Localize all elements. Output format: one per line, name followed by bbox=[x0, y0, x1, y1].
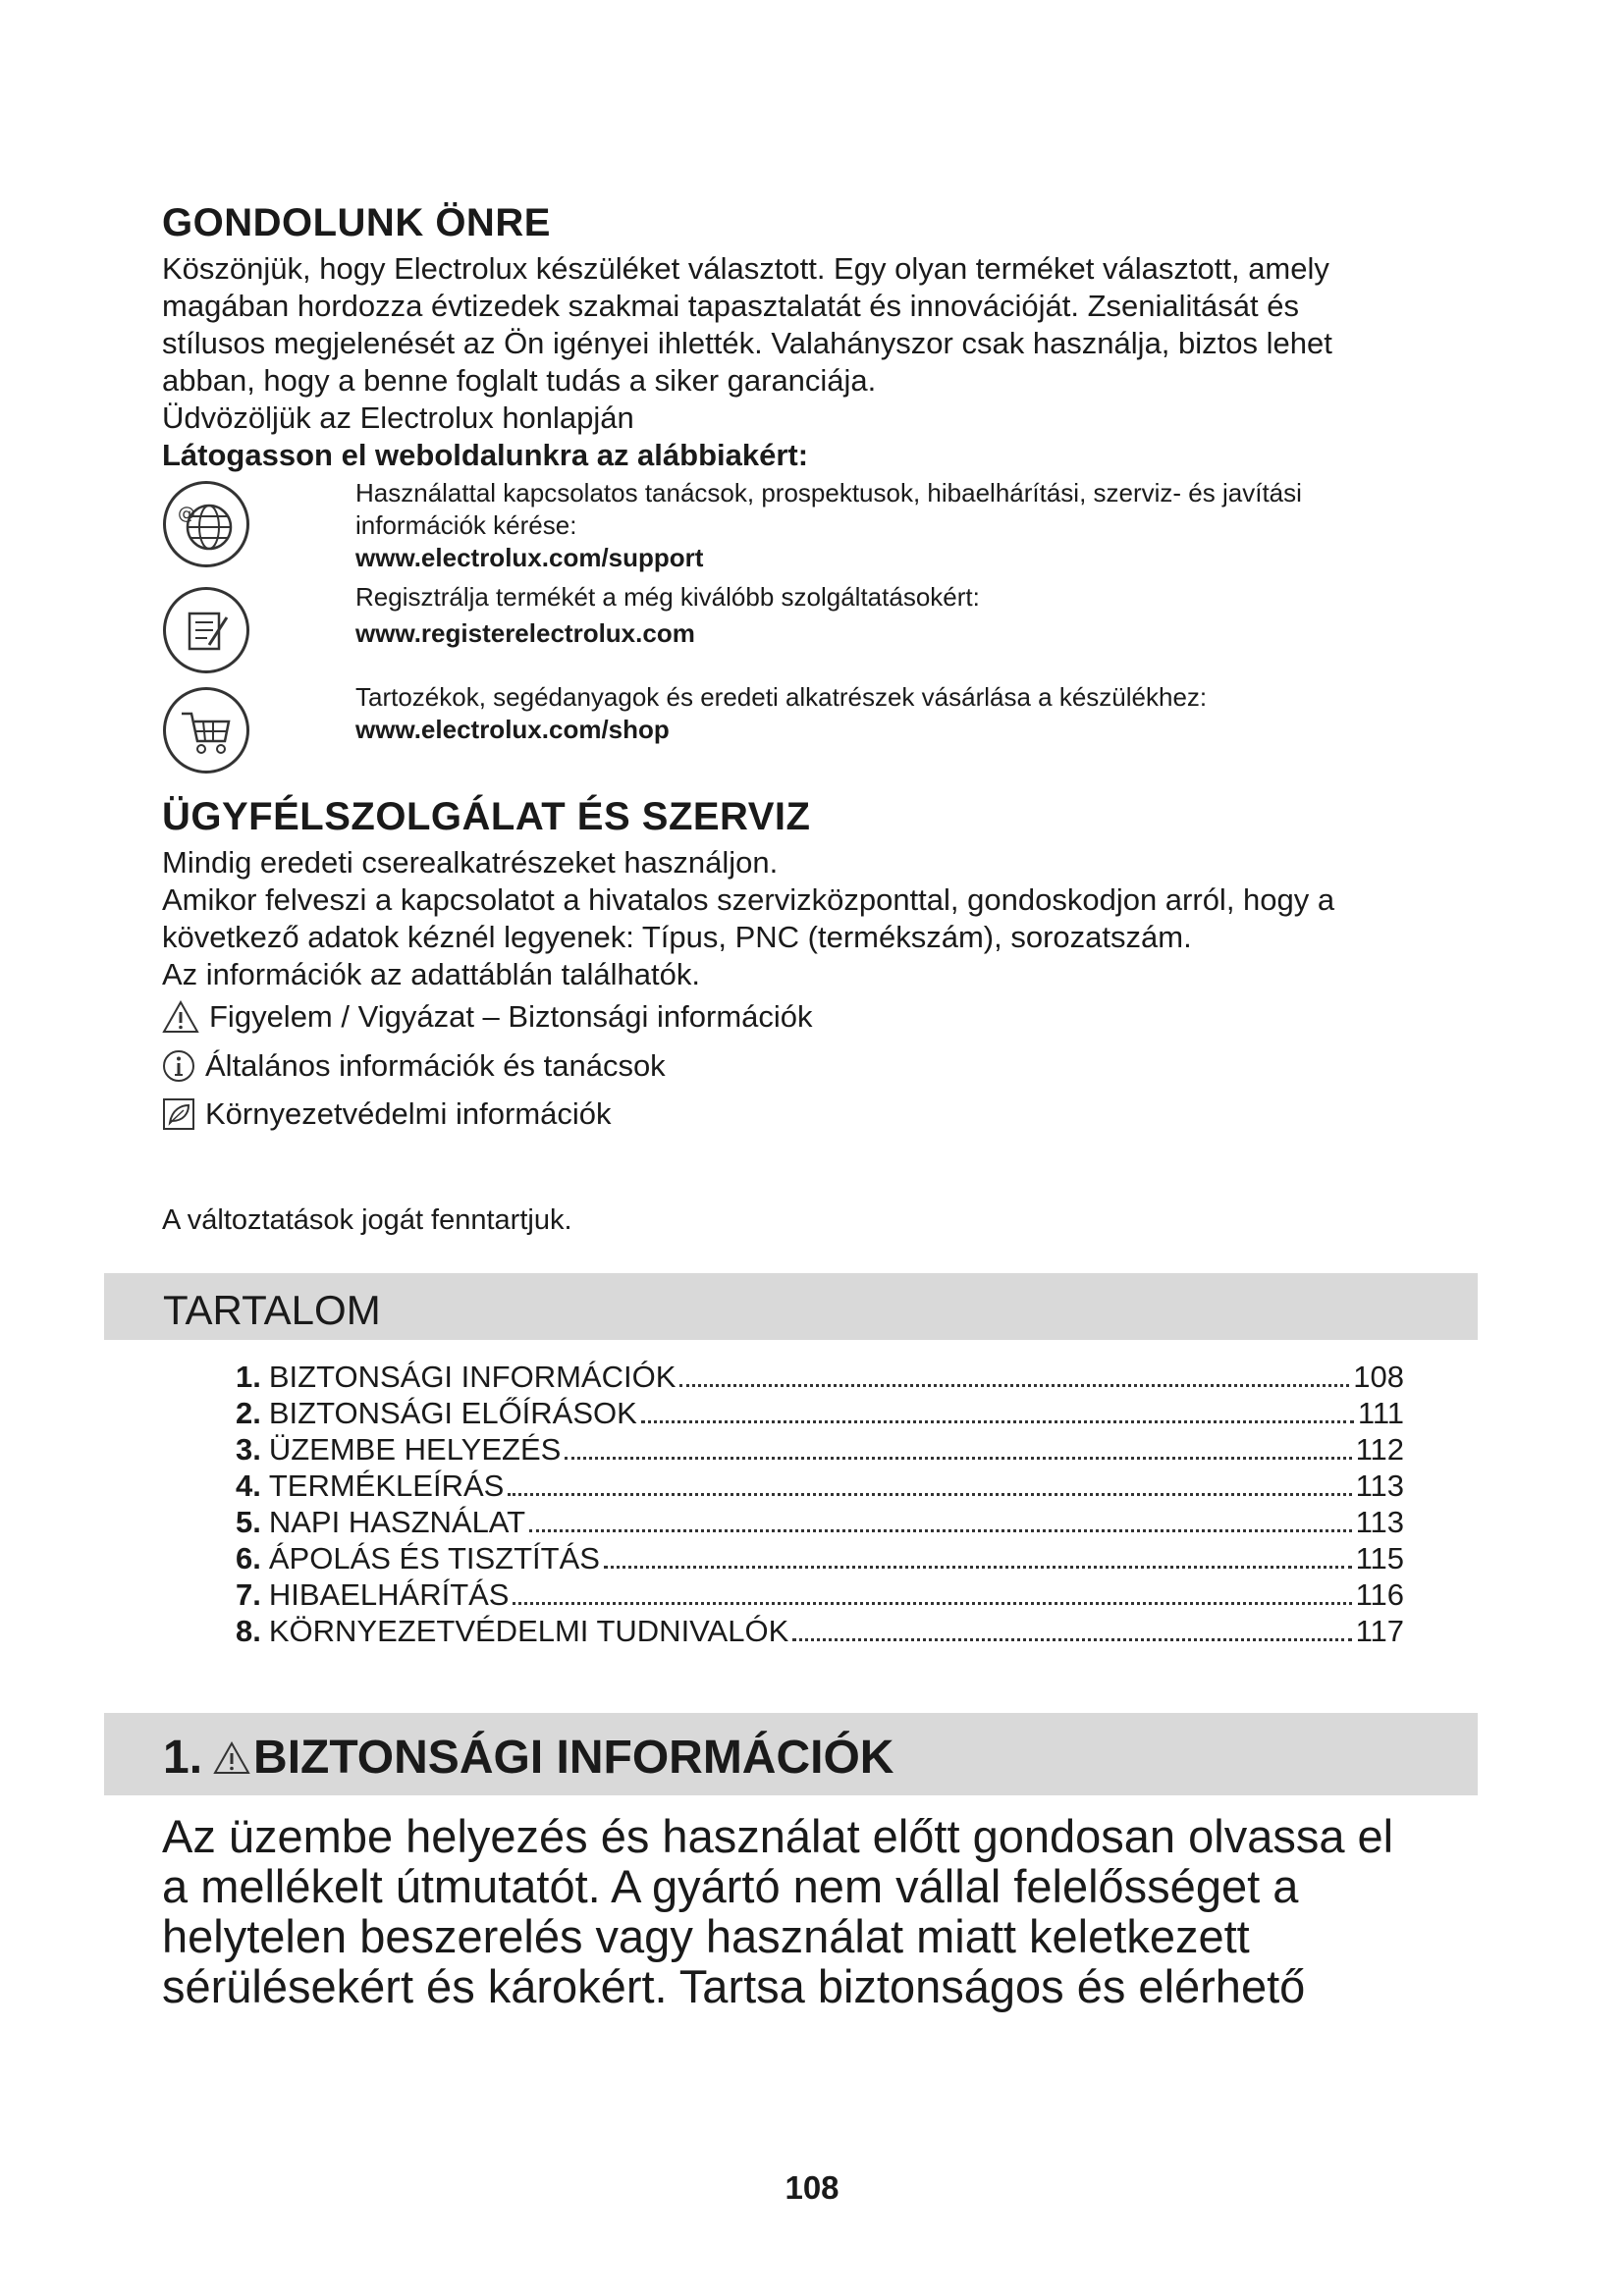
support-url[interactable]: www.electrolux.com/support bbox=[355, 543, 704, 572]
toc-item-number: 3. bbox=[236, 1432, 261, 1467]
care-intro-line: Köszönjük, hogy Electrolux készüléket választott. Egy olyan terméket választott, amely bbox=[162, 251, 1329, 286]
toc-item[interactable] bbox=[236, 1505, 1404, 1541]
legend-warning-text: Figyelem / Vigyázat – Biztonsági információk bbox=[209, 999, 813, 1034]
rights-reserved: A változtatások jogát fenntartjuk. bbox=[162, 1204, 572, 1236]
support-text-line: információk kérése: bbox=[355, 510, 577, 540]
toc-item-page: 117 bbox=[1355, 1614, 1404, 1648]
toc-item[interactable] bbox=[236, 1577, 1404, 1614]
toc-item[interactable] bbox=[236, 1541, 1404, 1577]
section-title-service: ÜGYFÉLSZOLGÁLAT ÉS SZERVIZ bbox=[162, 795, 811, 838]
toc-leader bbox=[641, 1420, 1354, 1423]
toc-item-number: 1. bbox=[236, 1360, 261, 1394]
toc-leader bbox=[529, 1529, 1351, 1532]
warning-icon bbox=[212, 1740, 251, 1776]
section-title-care: GONDOLUNK ÖNRE bbox=[162, 201, 551, 244]
legend-eco-text: Környezetvédelmi információk bbox=[205, 1096, 612, 1131]
legend-eco bbox=[162, 1096, 612, 1132]
register-text-line: Regisztrálja termékét a még kiválóbb szolgáltatásokért: bbox=[355, 582, 980, 612]
safety-line: Az üzembe helyezés és használat előtt gondosan olvassa el bbox=[162, 1810, 1394, 1862]
toc-item[interactable] bbox=[236, 1432, 1404, 1468]
shop-text-line: Tartozékok, segédanyagok és eredeti alkatrészek vásárlása a készülékhez: bbox=[355, 682, 1208, 712]
safety-title: BIZTONSÁGI INFORMÁCIÓK bbox=[253, 1732, 894, 1784]
service-text bbox=[162, 844, 1334, 993]
toc-leader bbox=[604, 1566, 1352, 1569]
toc-item-page: 111 bbox=[1357, 1396, 1404, 1430]
toc-leader bbox=[508, 1493, 1351, 1496]
cart-icon bbox=[163, 687, 249, 774]
toc-item-page: 113 bbox=[1355, 1505, 1404, 1539]
support-text-line: Használattal kapcsolatos tanácsok, prospektusok, hibaelhárítási, szerviz- és javítási bbox=[355, 478, 1302, 507]
toc-item[interactable] bbox=[236, 1468, 1404, 1505]
register-url[interactable]: www.registerelectrolux.com bbox=[355, 618, 695, 648]
toc-item[interactable] bbox=[236, 1396, 1404, 1432]
safety-intro bbox=[162, 1811, 1393, 2011]
toc-item-number: 4. bbox=[236, 1468, 261, 1503]
service-line: Amikor felveszi a kapcsolatot a hivatalos szervizközponttal, gondoskodjon arról, hogy a bbox=[162, 882, 1335, 917]
care-intro-line: stílusos megjelenését az Ön igényei ihlették. Valahányszor csak használja, biztos lehet bbox=[162, 326, 1332, 360]
toc-item-label: TERMÉKLEÍRÁS bbox=[268, 1468, 505, 1503]
safety-line: helytelen beszerelés vagy használat miatt keletkezett bbox=[162, 1910, 1250, 1962]
toc-item-label: KÖRNYEZETVÉDELMI TUDNIVALÓK bbox=[268, 1614, 789, 1648]
toc-item-page: 113 bbox=[1355, 1468, 1404, 1503]
shop-link-block bbox=[355, 681, 1207, 746]
toc-item-label: NAPI HASZNÁLAT bbox=[268, 1505, 526, 1539]
register-icon bbox=[163, 587, 249, 673]
service-line: Az információk az adattáblán találhatók. bbox=[162, 957, 700, 991]
legend-warning bbox=[162, 999, 813, 1035]
toc-item[interactable] bbox=[236, 1360, 1404, 1396]
toc-item[interactable] bbox=[236, 1614, 1404, 1650]
safety-header-bar bbox=[104, 1713, 1478, 1795]
globe-icon bbox=[163, 481, 249, 567]
toc-item-label: ÜZEMBE HELYEZÉS bbox=[268, 1432, 562, 1467]
shop-url[interactable]: www.electrolux.com/shop bbox=[355, 715, 670, 744]
toc-leader bbox=[679, 1384, 1349, 1387]
toc-leader bbox=[565, 1457, 1351, 1460]
toc-leader bbox=[513, 1602, 1351, 1605]
toc-item-number: 8. bbox=[236, 1614, 261, 1648]
svg-text:@: @ bbox=[178, 504, 195, 524]
toc-item-page: 116 bbox=[1355, 1577, 1404, 1612]
toc-item-page: 115 bbox=[1355, 1541, 1404, 1575]
register-link-block bbox=[355, 581, 980, 650]
care-intro-line: magában hordozza évtizedek szakmai tapasztalatát és innovációját. Zsenialitását és bbox=[162, 289, 1299, 323]
toc-item-label: ÁPOLÁS ÉS TISZTÍTÁS bbox=[268, 1541, 600, 1575]
toc-leader bbox=[792, 1638, 1351, 1641]
toc-item-label: BIZTONSÁGI ELŐÍRÁSOK bbox=[268, 1396, 637, 1430]
safety-line: a mellékelt útmutatót. A gyártó nem vállal felelősséget a bbox=[162, 1860, 1299, 1912]
welcome-text: Üdvözöljük az Electrolux honlapján bbox=[162, 400, 634, 435]
toc-title: TARTALOM bbox=[163, 1287, 381, 1333]
service-line: következő adatok kéznél legyenek: Típus, PNC (termékszám), sorozatszám. bbox=[162, 920, 1192, 954]
safety-number: 1. bbox=[163, 1732, 203, 1784]
toc-item-number: 6. bbox=[236, 1541, 261, 1575]
safety-line: sérülésekért és károkért. Tartsa biztonságos és elérhető bbox=[162, 1960, 1306, 2012]
toc-item-page: 108 bbox=[1353, 1360, 1404, 1394]
warning-icon bbox=[162, 1000, 199, 1034]
toc-item-label: BIZTONSÁGI INFORMÁCIÓK bbox=[268, 1360, 677, 1394]
toc-header-bar bbox=[104, 1273, 1478, 1340]
visit-text: Látogasson el weboldalunkra az alábbiakért: bbox=[162, 438, 809, 472]
toc-item-number: 2. bbox=[236, 1396, 261, 1430]
support-link-block bbox=[355, 477, 1302, 574]
care-intro bbox=[162, 250, 1332, 474]
page-number: 108 bbox=[785, 2169, 839, 2206]
toc-item-number: 7. bbox=[236, 1577, 261, 1612]
care-intro-line: abban, hogy a benne foglalt tudás a siker garanciája. bbox=[162, 363, 877, 398]
service-line: Mindig eredeti cserealkatrészeket használjon. bbox=[162, 845, 779, 880]
toc-item-label: HIBAELHÁRÍTÁS bbox=[268, 1577, 510, 1612]
safety-heading bbox=[163, 1731, 893, 1785]
legend-info-text: Általános információk és tanácsok bbox=[205, 1048, 666, 1083]
eco-icon bbox=[162, 1097, 195, 1131]
toc-item-page: 112 bbox=[1355, 1432, 1404, 1467]
legend-info bbox=[162, 1048, 666, 1084]
toc-item-number: 5. bbox=[236, 1505, 261, 1539]
info-icon bbox=[162, 1049, 195, 1083]
